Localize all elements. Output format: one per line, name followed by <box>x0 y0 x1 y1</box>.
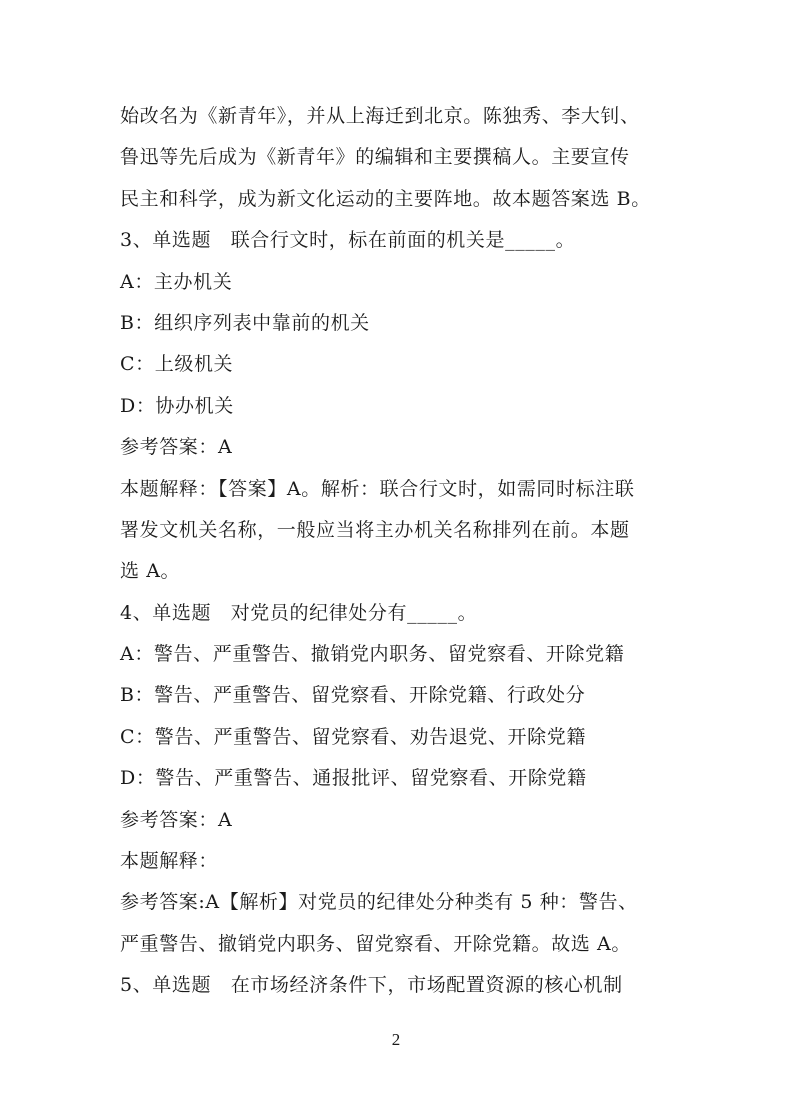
question-4-answer: 参考答案：A <box>120 808 233 831</box>
question-3-explanation-2: 署发文机关名称，一般应当将主办机关名称排列在前。本题 <box>120 518 630 541</box>
question-3-explanation-1: 本题解释：【答案】A。解析：联合行文时，如需同时标注联 <box>120 477 635 500</box>
question-4-option-d: D：警告、严重警告、通报批评、留党察看、开除党籍 <box>120 767 587 790</box>
text-line-continuation-3: 民主和科学，成为新文化运动的主要阵地。故本题答案选 B。 <box>120 187 651 210</box>
question-3-option-b: B：组织序列表中靠前的机关 <box>120 311 370 334</box>
question-4-stem: 4、单选题 对党员的纪律处分有_____。 <box>120 601 478 624</box>
question-4-explanation-label: 本题解释： <box>120 850 219 873</box>
page-number: 2 <box>391 1030 401 1049</box>
question-3-option-a: A：主办机关 <box>120 270 233 293</box>
question-3-explanation-3: 选 A。 <box>120 560 181 583</box>
text-line-continuation-1: 始改名为《新青年》，并从上海迁到北京。陈独秀、李大钊、 <box>120 105 640 127</box>
question-3-option-c: C：上级机关 <box>120 353 234 376</box>
question-4-option-a: A：警告、严重警告、撤销党内职务、留党察看、开除党籍 <box>120 643 625 666</box>
question-4-explanation-1: 参考答案:A【解析】对党员的纪律处分种类有 5 种：警告、 <box>120 891 638 914</box>
text-line-continuation-2: 鲁迅等先后成为《新青年》的编辑和主要撰稿人。主要宣传 <box>120 146 630 169</box>
question-4-explanation-2: 严重警告、撤销党内职务、留党察看、开除党籍。故选 A。 <box>120 932 631 955</box>
question-3-stem: 3、单选题 联合行文时，标在前面的机关是_____。 <box>120 229 576 252</box>
question-3-option-d: D：协办机关 <box>120 394 234 417</box>
question-3-answer: 参考答案：A <box>120 436 233 459</box>
question-4-option-b: B：警告、严重警告、留党察看、开除党籍、行政处分 <box>120 684 586 707</box>
question-5-stem: 5、单选题 在市场经济条件下，市场配置资源的核心机制 <box>120 974 623 997</box>
question-4-option-c: C：警告、严重警告、留党察看、劝告退党、开除党籍 <box>120 725 586 748</box>
page-content <box>120 96 680 1007</box>
